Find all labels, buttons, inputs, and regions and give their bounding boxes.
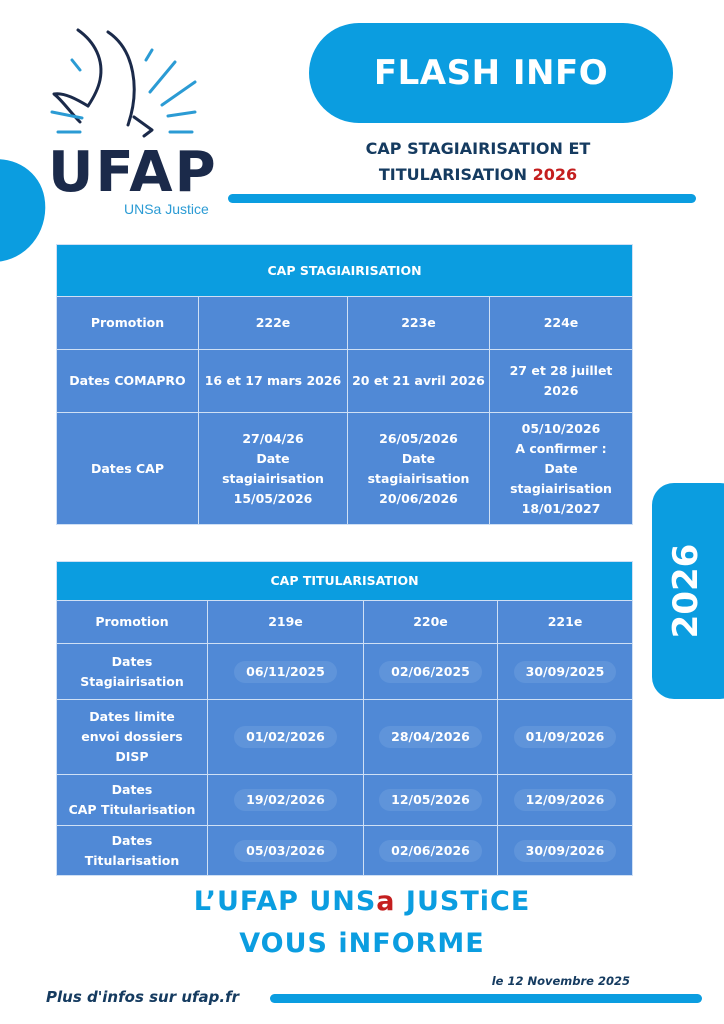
table-row <box>57 644 633 700</box>
date-pill: 12/09/2026 <box>514 789 617 811</box>
table-cell <box>208 700 364 775</box>
label-line: Dates limite <box>89 709 175 724</box>
table-title: CAP TITULARISATION <box>57 562 633 601</box>
table-cell <box>498 775 633 826</box>
column-header: 219e <box>208 601 364 644</box>
row-label: Promotion <box>57 601 208 644</box>
divider-bar-top <box>228 194 696 203</box>
page-subtitle <box>318 136 638 188</box>
row-label <box>57 826 208 876</box>
date-pill: 06/11/2025 <box>234 661 337 683</box>
date-pill: 01/09/2026 <box>514 726 617 748</box>
publication-date: le 12 Novembre 2025 <box>491 974 630 988</box>
logo-wordmark: UFAP <box>48 140 218 205</box>
cell-line: 26/05/2026 <box>379 430 458 446</box>
table-cell: 27 et 28 juillet 2026 <box>490 350 633 413</box>
table-row <box>57 700 633 775</box>
cell-line: 27/04/26 <box>242 430 304 446</box>
row-label: Dates CAP <box>57 413 199 525</box>
label-line: Dates <box>111 653 153 669</box>
label-line: Stagiairisation <box>80 673 184 689</box>
slogan-text: JUSTiCE <box>395 886 531 917</box>
row-label <box>57 644 208 700</box>
label-line: Dates <box>111 832 153 848</box>
table-cell <box>364 775 498 826</box>
cell-line: Date <box>256 450 290 466</box>
flash-info-banner <box>309 23 673 123</box>
date-pill: 02/06/2025 <box>379 661 482 683</box>
cell-line: stagiairisation <box>367 470 470 486</box>
slogan-line-2: VOUS iNFORME <box>239 928 485 959</box>
date-pill: 28/04/2026 <box>379 726 482 748</box>
date-pill: 05/03/2026 <box>234 840 337 862</box>
subtitle-line-2 <box>318 162 638 188</box>
table-cell <box>208 775 364 826</box>
date-pill: 19/02/2026 <box>234 789 337 811</box>
subtitle-line-1: CAP STAGIAIRISATION ET <box>365 139 591 158</box>
column-header: 221e <box>498 601 633 644</box>
label-line: CAP Titularisation <box>68 802 196 817</box>
cell-line: 15/05/2026 <box>233 490 313 506</box>
slogan-line-1 <box>0 882 724 922</box>
table-cap-stagiairisation <box>56 244 633 525</box>
table-cell <box>208 826 364 876</box>
table-cell <box>490 413 633 525</box>
table-cell <box>199 413 348 525</box>
slogan-red-letter: a <box>376 886 396 917</box>
label-line: Dates <box>111 782 153 797</box>
label-line: Titularisation <box>84 852 180 868</box>
table-row <box>57 350 633 413</box>
logo-subtitle: UNSa Justice <box>124 201 209 217</box>
table-cell: 20 et 21 avril 2026 <box>348 350 490 413</box>
cell-line: 20/06/2026 <box>379 490 458 506</box>
table-cell <box>364 644 498 700</box>
table-cap-titularisation <box>56 561 633 876</box>
date-pill: 01/02/2026 <box>234 726 337 748</box>
divider-bar-bottom <box>270 994 702 1003</box>
cell-line: Date <box>401 450 436 466</box>
date-pill: 12/05/2026 <box>379 789 482 811</box>
table-cell <box>364 700 498 775</box>
cell-line: stagiairisation <box>222 470 324 486</box>
flash-info-title: FLASH INFO <box>373 53 609 93</box>
label-line: DISP <box>115 749 149 764</box>
date-pill: 30/09/2026 <box>514 840 617 862</box>
table-cell <box>498 644 633 700</box>
subtitle-year: 2026 <box>532 165 578 184</box>
label-line: envoi dossiers <box>81 729 183 744</box>
column-header: 220e <box>364 601 498 644</box>
row-label: Dates COMAPRO <box>57 350 199 413</box>
table-cell <box>498 826 633 876</box>
date-pill: 02/06/2026 <box>379 840 482 862</box>
cell-line: A confirmer : <box>515 440 607 456</box>
table-row <box>57 601 633 644</box>
cell-line: 05/10/2026 <box>521 420 601 436</box>
more-info-link[interactable]: Plus d'infos sur ufap.fr <box>46 988 240 1006</box>
slogan-text: L’UFAP UNS <box>193 886 377 917</box>
row-label <box>57 700 208 775</box>
table-row <box>57 826 633 876</box>
table-row <box>57 297 633 350</box>
column-header: 222e <box>199 297 348 350</box>
table-cell <box>498 700 633 775</box>
date-pill: 30/09/2025 <box>514 661 617 683</box>
year-side-tab <box>652 483 724 699</box>
table-row <box>57 775 633 826</box>
table-cell <box>364 826 498 876</box>
column-header: 223e <box>348 297 490 350</box>
year-side-label: 2026 <box>666 543 706 639</box>
column-header: 224e <box>490 297 633 350</box>
row-label: Promotion <box>57 297 199 350</box>
subtitle-text: TITULARISATION <box>378 165 528 184</box>
table-title: CAP STAGIAIRISATION <box>57 245 633 297</box>
row-label <box>57 775 208 826</box>
cell-line: stagiairisation <box>510 480 612 496</box>
table-cell <box>208 644 364 700</box>
table-cell: 16 et 17 mars 2026 <box>199 350 348 413</box>
cell-line: 18/01/2027 <box>521 500 601 516</box>
table-cell <box>348 413 490 525</box>
table-row <box>57 413 633 525</box>
cell-line: Date <box>544 460 578 476</box>
